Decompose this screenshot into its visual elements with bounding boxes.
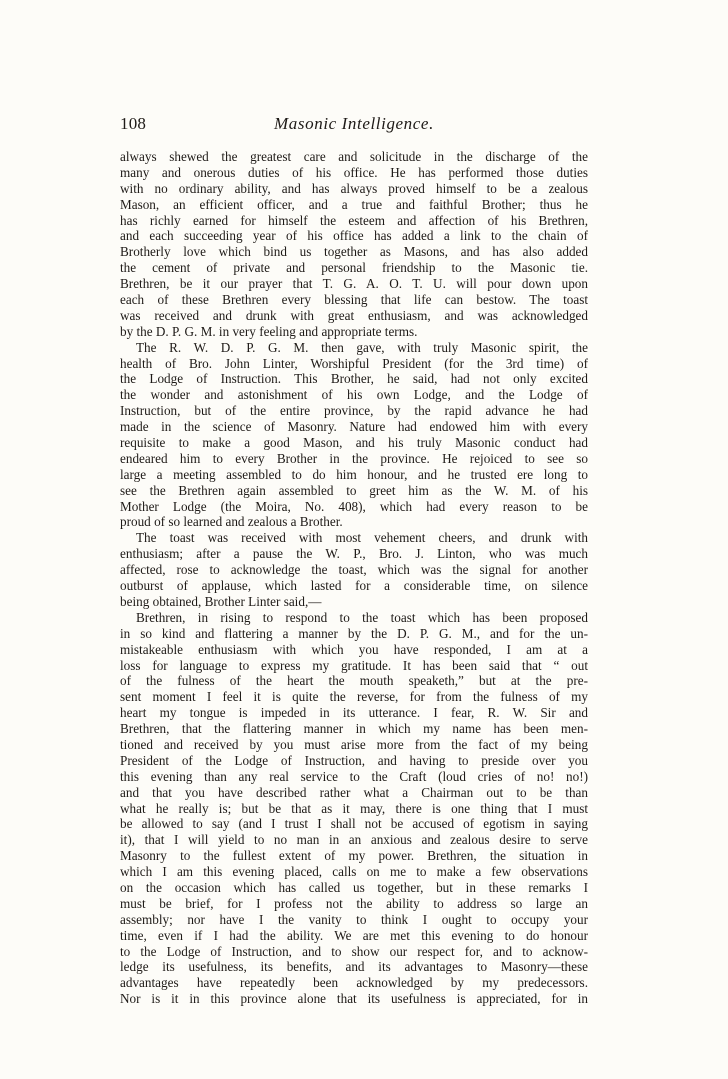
text-line: it), that I will yield to no man in an anxious and zealous desire to serve xyxy=(120,832,588,848)
text-line: always shewed the greatest care and solicitude in the discharge of the xyxy=(120,149,588,164)
text-line: health of Bro. John Linter, Worshipful President (for the 3rd time) of xyxy=(120,355,588,371)
text-line: many and onerous duties of his office. He has performed those duties xyxy=(120,164,588,180)
text-line: The R. W. D. P. G. M. then gave, with truly Masonic spirit, the xyxy=(136,339,588,355)
text-line: the cement of private and personal friendship to the Masonic tie. xyxy=(120,260,588,276)
text-line: affected, rose to acknowledge the toast, which was the signal for another xyxy=(120,562,588,578)
text-line: the Lodge of Instruction. This Brother, he said, had not only excited xyxy=(120,371,588,387)
text-line: large a meeting assembled to do him honour, and he trusted ere long to xyxy=(120,466,588,482)
text-line: advantages have repeatedly been acknowledged by my predecessors. xyxy=(120,975,588,991)
text-line: Mother Lodge (the Moira, No. 408), which had every reason to be xyxy=(120,498,588,514)
text-line: Masonry to the fullest extent of my power. Brethren, the situation in xyxy=(120,848,588,864)
text-line: enthusiasm; after a pause the W. P., Bro. J. Linton, who was much xyxy=(120,546,588,562)
text-line: loss for language to express my gratitude. It has been said that “ out xyxy=(120,657,588,673)
page-number: 108 xyxy=(120,114,147,133)
text-line: be allowed to say (and I trust I shall not be accused of egotism in saying xyxy=(120,816,588,832)
text-line: Brotherly love which bind us together as Masons, and has also added xyxy=(120,244,588,260)
text-line: heart my tongue is impeded in its utterance. I fear, R. W. Sir and xyxy=(120,705,588,721)
text-line: The toast was received with most vehement cheers, and drunk with xyxy=(136,530,588,546)
text-line: being obtained, Brother Linter said,— xyxy=(120,593,322,609)
text-line: this evening than any real service to the Craft (loud cries of no! no!) xyxy=(120,768,588,784)
text-line: requisite to make a good Mason, and his truly Masonic conduct had xyxy=(120,435,588,451)
text-line: see the Brethren again assembled to greet him as the W. M. of his xyxy=(120,482,588,498)
text-line: mistakeable enthusiasm with which you have responded, I am at a xyxy=(120,641,588,657)
text-line: and each succeeding year of his office has added a link to the chain of xyxy=(120,228,588,244)
text-line: was received and drunk with great enthusiasm, and was acknowledged xyxy=(120,307,588,323)
page-header xyxy=(120,114,588,138)
text-line: Brethren, in rising to respond to the toast which has been proposed xyxy=(136,609,588,625)
text-line: by the D. P. G. M. in very feeling and appropriate terms. xyxy=(120,323,418,339)
text-line: Instruction, but of the entire province, by the rapid advance he had xyxy=(120,403,588,419)
text-line: tioned and received by you must arise more from the fact of my being xyxy=(120,736,588,752)
text-line: which I am this evening placed, calls on me to make a few observations xyxy=(120,864,588,880)
text-line: assembly; nor have I the vanity to think I ought to occupy your xyxy=(120,911,588,927)
text-line: time, even if I had the ability. We are met this evening to do honour xyxy=(120,927,588,943)
text-line: has richly earned for himself the esteem and affection of his Brethren, xyxy=(120,212,588,228)
text-line: the wonder and astonishment of his own Lodge, and the Lodge of xyxy=(120,387,588,403)
text-line: in so kind and flattering a manner by the D. P. G. M., and for the un- xyxy=(120,625,588,641)
running-title: Masonic Intelligence. xyxy=(274,114,434,133)
text-line: sent moment I feel it is quite the reverse, for from the fulness of my xyxy=(120,689,588,705)
text-line: endeared him to every Brother in the province. He rejoiced to see so xyxy=(120,450,588,466)
text-line: President of the Lodge of Instruction, and having to preside over you xyxy=(120,752,588,768)
text-line: outburst of applause, which lasted for a considerable time, on silence xyxy=(120,578,588,594)
text-line: of the fulness of the heart the mouth speaketh,” but at the pre- xyxy=(120,673,588,689)
text-line: on the occasion which has called us together, but in these remarks I xyxy=(120,879,588,895)
text-line: Brethren, be it our prayer that T. G. A. O. T. U. will pour down upon xyxy=(120,276,588,292)
text-line: proud of so learned and zealous a Brother. xyxy=(120,514,343,530)
text-line: to the Lodge of Instruction, and to show our respect for, and to acknow- xyxy=(120,943,588,959)
text-line: with no ordinary ability, and has always proved himself to be a zealous xyxy=(120,180,588,196)
text-line: each of these Brethren every blessing that life can bestow. The toast xyxy=(120,292,588,308)
text-line: Mason, an efficient officer, and a true and faithful Brother; thus he xyxy=(120,196,588,212)
text-line: must be brief, for I profess not the ability to address so large an xyxy=(120,895,588,911)
text-line: and that you have described rather what a Chairman out to be than xyxy=(120,784,588,800)
text-line: made in the science of Masonry. Nature had endowed him with every xyxy=(120,419,588,435)
article-body xyxy=(120,149,588,1007)
text-line: ledge its usefulness, its benefits, and its advantages to Masonry—these xyxy=(120,959,588,975)
text-line: what he really is; but be that as it may, there is one thing that I must xyxy=(120,800,588,816)
text-line: Brethren, that the flattering manner in which my name has been men- xyxy=(120,721,588,737)
text-line: Nor is it in this province alone that its usefulness is appreciated, for in xyxy=(120,991,588,1007)
